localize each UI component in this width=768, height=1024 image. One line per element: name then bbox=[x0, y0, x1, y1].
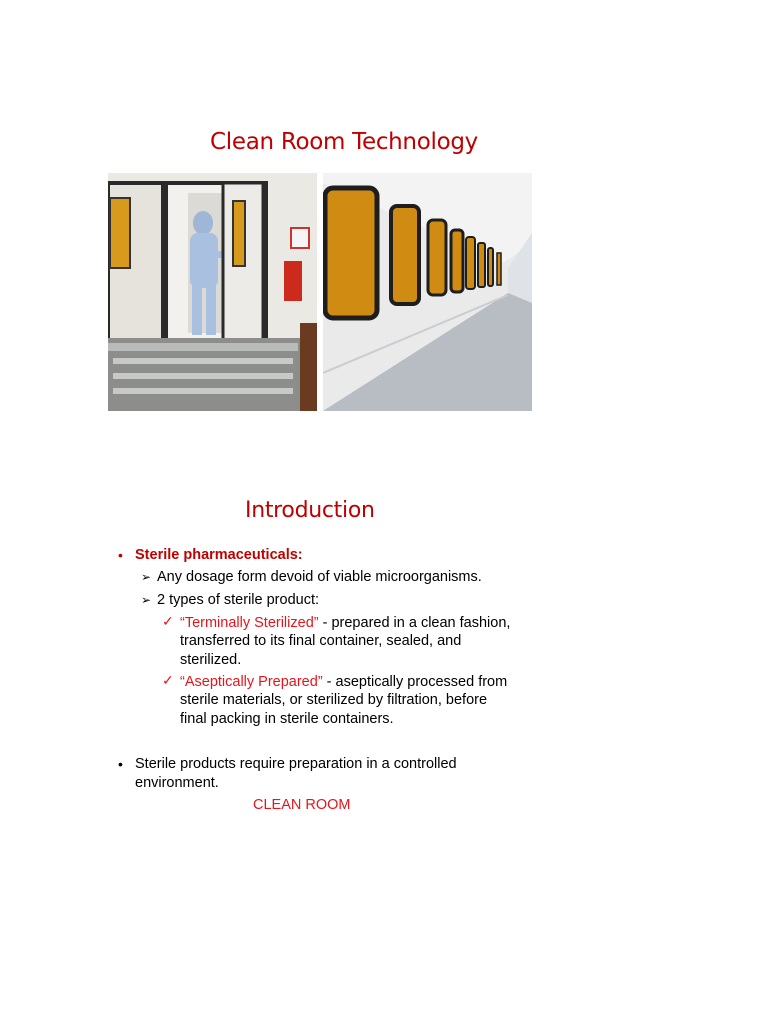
bullet-dot-icon: • bbox=[118, 547, 123, 563]
type-description-line: sterilized. bbox=[180, 652, 242, 668]
type-description-line: final packing in sterile containers. bbox=[180, 711, 394, 727]
list-item: 2 types of sterile product: bbox=[157, 592, 319, 608]
list-item: Any dosage form devoid of viable microorganisms. bbox=[157, 569, 482, 585]
cleanroom-corridor-photo bbox=[323, 173, 532, 411]
checkmark-icon: ✓ bbox=[162, 613, 174, 629]
section-title: Introduction bbox=[245, 498, 375, 523]
note-line: Sterile products require preparation in a controlled bbox=[135, 756, 457, 772]
type-name: “Aseptically Prepared” bbox=[180, 674, 323, 690]
bullet-dot-icon: • bbox=[118, 756, 123, 772]
type-description: - prepared in a clean fashion, bbox=[318, 615, 511, 631]
list-heading: Sterile pharmaceuticals: bbox=[135, 547, 303, 563]
type-item bbox=[180, 614, 510, 633]
clean-room-highlight: CLEAN ROOM bbox=[253, 797, 351, 813]
page-title: Clean Room Technology bbox=[210, 129, 478, 155]
type-description: - aseptically processed from bbox=[322, 674, 508, 690]
type-description-line: transferred to its final container, sealed, and bbox=[180, 633, 462, 649]
note-line: environment. bbox=[135, 775, 219, 791]
cleanroom-door-photo bbox=[108, 173, 317, 411]
type-item bbox=[180, 673, 507, 692]
checkmark-icon: ✓ bbox=[162, 672, 174, 688]
type-name: “Terminally Sterilized” bbox=[180, 615, 319, 631]
arrow-bullet-icon: ➢ bbox=[141, 593, 152, 607]
type-description-line: sterile materials, or sterilized by filtration, before bbox=[180, 692, 488, 708]
arrow-bullet-icon: ➢ bbox=[141, 570, 152, 584]
